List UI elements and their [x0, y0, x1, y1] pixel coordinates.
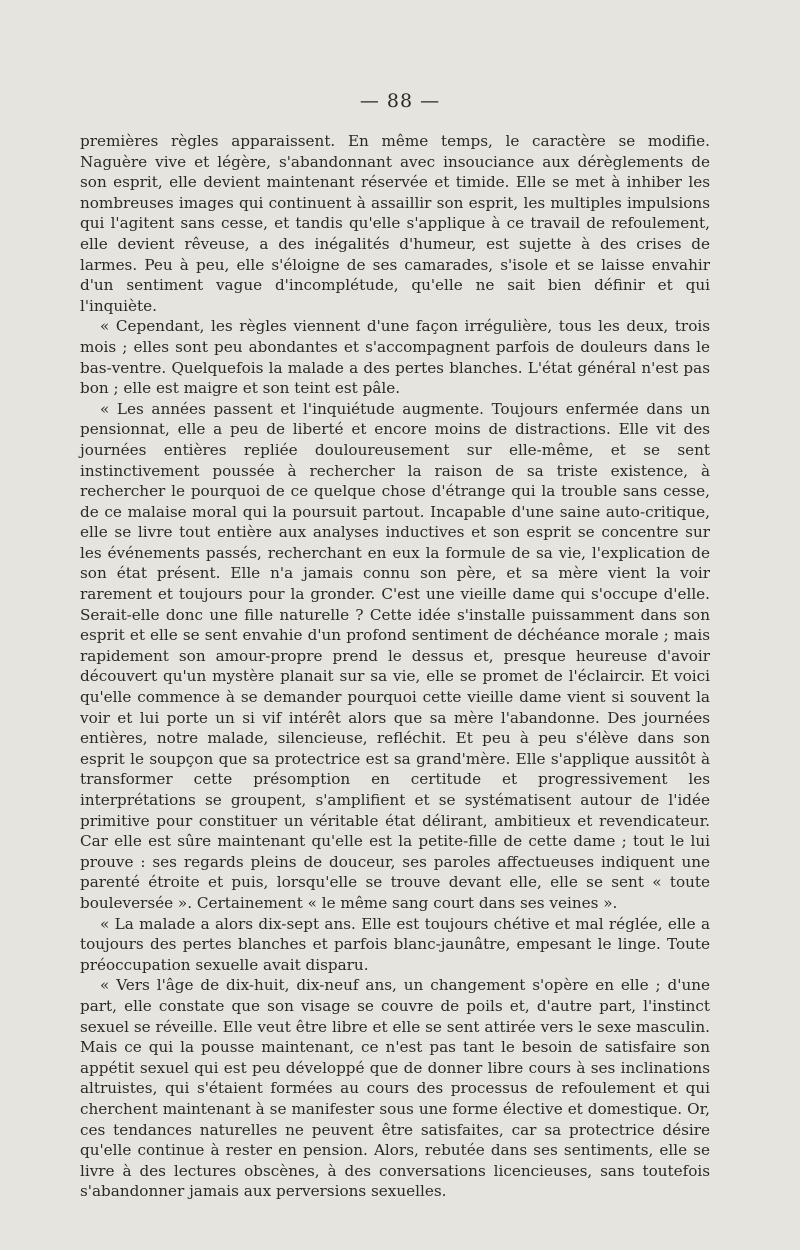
paragraph: « La malade a alors dix-sept ans. Elle est toujours chétive et mal réglée, elle a toujours des pertes blanches et parfois blanc-jaunâtre, empesant le linge. Toute préoccupation sexuelle avait disparu. [80, 914, 710, 974]
paragraph: « Cependant, les règles viennent d'une façon irrégulière, tous les deux, trois mois ; elles sont peu abondantes et s'accompagnent parfois de douleurs dans le bas-ventre. Quelquefois la malade a des pertes blanches. L'état général n'est pas bon ; elle est maigre et son teint est pâle. [80, 317, 710, 398]
body-text [80, 131, 710, 1202]
paragraph: « Vers l'âge de dix-huit, dix-neuf ans, un changement s'opère en elle ; d'une part, elle constate que son visage se couvre de poils et, d'autre part, l'instinct sexuel se réveille. Elle veut être libre et elle se sent attirée vers le sexe masculin. Mais ce qui la pousse maintenant, ce n'est pas tant le besoin de satisfaire son appétit sexuel qui est peu développé que de donner libre cours à ses inclinations altruistes, qui s'étaient formées au cours des processus de refoulement et qui cherchent maintenant à se manifester sous une forme élective et domestique. Or, ces tendances naturelles ne peuvent être satisfaites, car sa protectrice désire qu'elle continue à rester en pension. Alors, rebutée dans ses sentiments, elle se livre à des lectures obscènes, à des conversations licencieuses, sans toutefois s'abandonner jamais aux perversions sexuelles. [80, 976, 710, 1201]
paragraph: « Les années passent et l'inquiétude augmente. Toujours enfermée dans un pensionnat, elle a peu de liberté et encore moins de distractions. Elle vit des journées entières repliée douloureusement sur elle-même, et se sent instinctivement poussée à rechercher la raison de sa triste existence, à rechercher le pourquoi de ce quelque chose d'étrange qui la trouble sans cesse, de ce malaise moral qui la poursuit partout. Incapable d'une saine auto-critique, elle se livre tout entière aux analyses inductives et son esprit se concentre sur les événements passés, recherchant en eux la formule de sa vie, l'explication de son état présent. Elle n'a jamais connu son père, et sa mère vient la voir rarement et toujours pour la gronder. C'est une vieille dame qui s'occupe d'elle. Serait-elle donc une fille naturelle ? Cette idée s'installe puissamment dans son esprit et elle se sent envahie d'un profond sentiment de déchéance morale ; mais rapidement son amour-propre prend le dessus et, presque heureuse d'avoir découvert qu'un mystère planait sur sa vie, elle se promet de l'éclaircir. Et voici qu'elle commence à se demander pourquoi cette vieille dame vient si souvent la voir et lui porte un si vif intérêt alors que sa mère l'abandonne. Des journées entières, notre malade, silencieuse, refléchit. Et peu à peu s'élève dans son esprit le soupçon que sa protectrice est sa grand'mère. Elle s'applique aussitôt à transformer cette présomption en certitude et progressivement les interprétations se groupent, s'amplifient et se systématisent autour de l'idée primitive pour constituer un véritable état délirant, ambitieux et revendicateur. Car elle est sûre maintenant qu'elle est la petite-fille de cette dame ; tout le lui prouve : ses regards pleins de douceur, ses paroles affectueuses indiquent une parenté étroite et puis, lorsqu'elle se trouve devant elle, elle se sent « toute bouleversée ». Certainement « le même sang court dans ses veines ». [80, 399, 710, 912]
page-number: — 88 — [359, 90, 441, 112]
paragraph: premières règles apparaissent. En même temps, le caractère se modifie. Naguère vive et légère, s'abandonnant avec insouciance aux dérèglements de son esprit, elle devient maintenant réservée et timide. Elle se met à inhiber les nombreuses images qui continuent à assaillir son esprit, les multiples impulsions qui l'agitent sans cesse, et tandis qu'elle s'applique à ce travail de refoulement, elle devient rêveuse, a des inégalités d'humeur, est sujette à des crises de larmes. Peu à peu, elle s'éloigne de ses camarades, s'isole et se laisse envahir d'un sentiment vague d'incomplétude, qu'elle ne sait bien définir et qui l'inquiète. [80, 132, 710, 315]
